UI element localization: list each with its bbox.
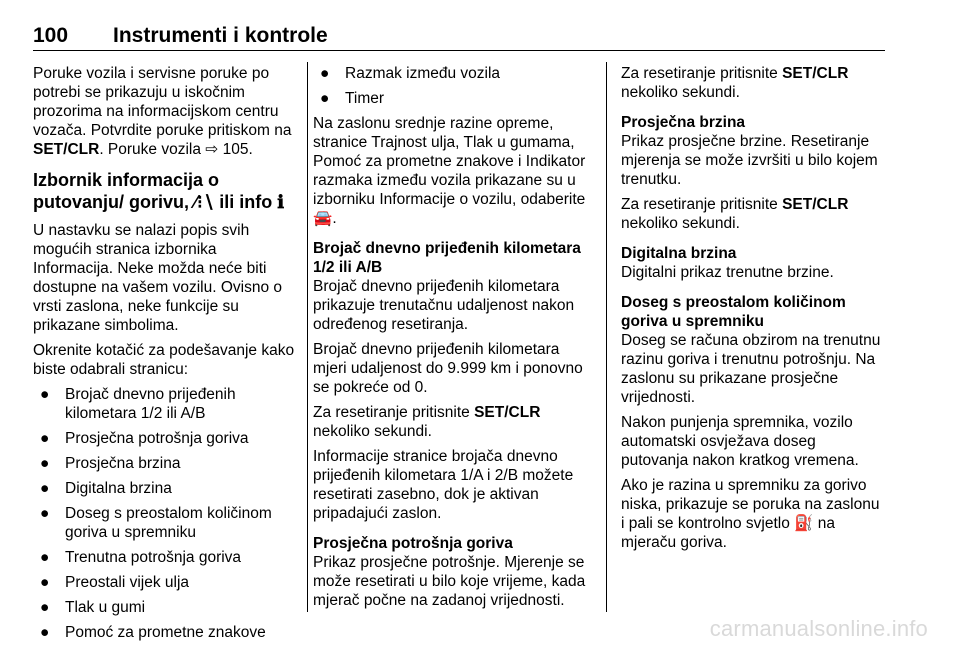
column-2 xyxy=(313,64,593,616)
list-item: ● Digitalna brzina xyxy=(40,480,172,497)
info-icon: ℹ xyxy=(277,192,285,212)
page-reference-icon: ⇨ xyxy=(205,141,219,158)
set-clr-label: SET/CLR xyxy=(33,141,100,158)
list-item: ● Razmak između vozila xyxy=(320,65,501,82)
list-item: ● Trenutna potrošnja goriva xyxy=(40,549,242,566)
bullet-icon: ● xyxy=(40,455,50,472)
bullet-icon: ● xyxy=(40,386,50,403)
paragraph: Prikaz prosječne potrošnje. Mjerenje se može resetirati u bilo koje vrijeme, kada mjerač počne na zadanoj vrijednosti. xyxy=(313,554,586,609)
list-item: ● Brojač dnevno prijeđenih kilometara 1/2 ili A/B xyxy=(40,386,236,422)
list-item: ● Timer xyxy=(320,90,385,107)
bullet-icon: ● xyxy=(320,65,330,82)
paragraph: Prikaz prosječne brzine. Resetiranje mjerenja se može izvršiti u bilo kojem trenutku. xyxy=(621,133,878,188)
fuel-pump-icon: ⛽ xyxy=(794,515,814,532)
paragraph: Doseg se računa obzirom na trenutnu razinu goriva i trenutnu potrošnju. Na zaslonu su prikazane prosječne vrijednosti. xyxy=(621,332,881,406)
trip-fuel-icon: ⁄⁝∖ xyxy=(194,192,215,212)
paragraph: Nakon punjenja spremnika, vozilo automatski osvježava doseg putovanja nakon kratkog vremena. xyxy=(621,414,859,469)
column-divider xyxy=(606,62,607,612)
column-divider xyxy=(307,62,308,612)
bullet-icon: ● xyxy=(40,624,50,641)
list-item: ● Prosječna brzina xyxy=(40,455,181,472)
subheading-range: Doseg s preostalom količinom goriva u spremniku xyxy=(621,294,846,330)
bullet-icon: ● xyxy=(40,480,50,497)
subheading-average-consumption: Prosječna potrošnja goriva xyxy=(313,535,513,552)
subheading-average-speed: Prosječna brzina xyxy=(621,114,746,131)
paragraph: Informacije stranice brojača dnevno prijeđenih kilometara 1/A i 2/B možete resetirati zasebno, dok je aktivan pripadajući zaslon. xyxy=(313,448,574,522)
bullet-icon: ● xyxy=(40,430,50,447)
page-number: 100 xyxy=(33,24,69,47)
subheading-digital-speed: Digitalna brzina xyxy=(621,245,737,262)
list-item: ● Prosječna potrošnja goriva xyxy=(40,430,249,447)
watermark: carmanualsonline.info xyxy=(709,616,928,641)
list-item: ● Preostali vijek ulja xyxy=(40,574,190,591)
paragraph: Brojač dnevno prijeđenih kilometara mjeri udaljenost do 9.999 km i ponovno se pokreće od 0. xyxy=(313,341,583,396)
column-1 xyxy=(33,64,299,648)
paragraph: Okrenite kotačić za podešavanje kako biste odabrali stranicu: xyxy=(33,342,295,378)
list-item: ● Doseg s preostalom količinom goriva u spremniku xyxy=(40,505,272,541)
section-heading: Izbornik informacija o putovanju/ gorivu, ⁄⁝∖ ili info ℹ xyxy=(33,170,285,212)
paragraph: Za resetiranje pritisnite SET/CLR nekoliko sekundi. xyxy=(621,196,849,232)
paragraph: Na zaslonu srednje razine opreme, stranice Trajnost ulja, Tlak u gumama, Pomoć za prometne znakove i Indikator razmaka između vozila prikazane su u izborniku Informacije o vozilu, odaberite 🚘. xyxy=(313,115,586,227)
bullet-icon: ● xyxy=(320,90,330,107)
page-list-continued xyxy=(313,64,593,108)
column-3 xyxy=(621,64,885,558)
page-header xyxy=(33,16,885,51)
paragraph: Za resetiranje pritisnite SET/CLR nekoliko sekundi. xyxy=(313,404,541,440)
paragraph: Digitalni prikaz trenutne brzine. xyxy=(621,264,834,281)
set-clr-label: SET/CLR xyxy=(474,404,541,421)
set-clr-label: SET/CLR xyxy=(782,65,849,82)
paragraph: Za resetiranje pritisnite SET/CLR nekoliko sekundi. xyxy=(621,65,849,101)
bullet-icon: ● xyxy=(40,574,50,591)
paragraph: Ako je razina u spremniku za gorivo niska, prikazuje se poruka na zaslonu i pali se kontrolno svjetlo ⛽ na mjeraču goriva. xyxy=(621,477,880,551)
vehicle-info-icon: 🚘 xyxy=(313,210,333,227)
bullet-icon: ● xyxy=(40,505,50,522)
list-item: ● Tlak u gumi xyxy=(40,599,146,616)
section-title: Instrumenti i kontrole xyxy=(113,24,328,47)
paragraph: U nastavku se nalazi popis svih mogućih stranica izbornika Informacija. Neke možda neće biti dostupne na vašem vozilu. Ovisno o vrsti zaslona, neke funkcije su prikazane simbolima. xyxy=(33,222,282,334)
set-clr-label: SET/CLR xyxy=(782,196,849,213)
bullet-icon: ● xyxy=(40,599,50,616)
subheading-trip-odometer: Brojač dnevno prijeđenih kilometara 1/2 ili A/B xyxy=(313,240,581,276)
paragraph: Brojač dnevno prijeđenih kilometara prikazuje trenutačnu udaljenost nakon određenog resetiranja. xyxy=(313,278,575,333)
intro-paragraph: Poruke vozila i servisne poruke po potrebi se prikazuju u iskočnim prozorima na informacijskom centru vozača. Potvrdite poruke pritiskom na SET/CLR. Poruke vozila ⇨ 105. xyxy=(33,65,292,158)
page-list xyxy=(33,385,299,642)
list-item: ● Pomoć za prometne znakove xyxy=(40,624,266,641)
bullet-icon: ● xyxy=(40,549,50,566)
